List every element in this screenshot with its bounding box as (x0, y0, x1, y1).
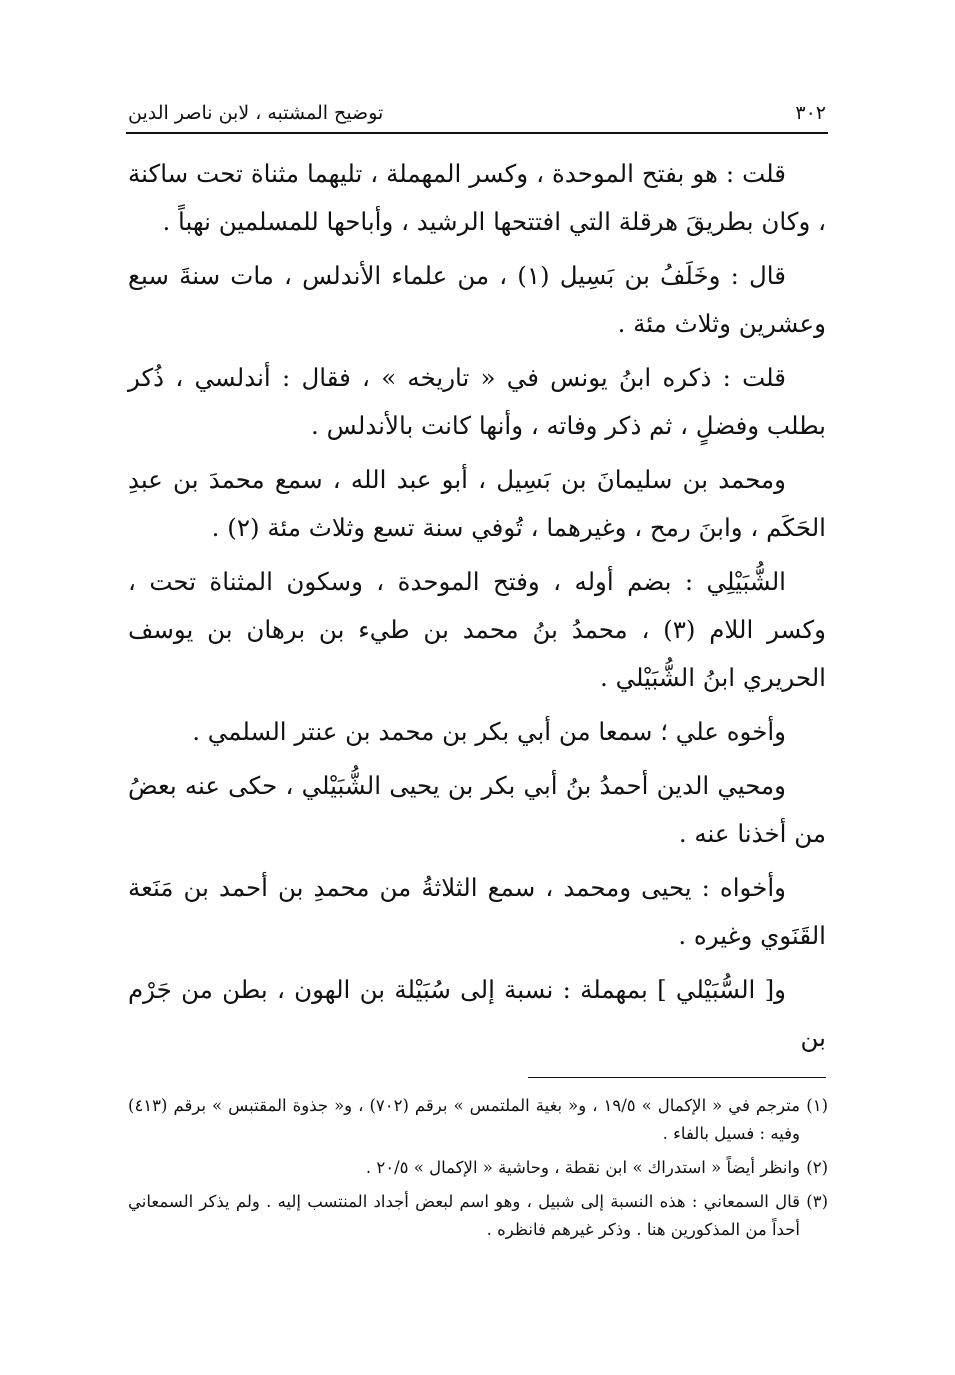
paragraph: وأخوه علي ؛ سمعا من أبي بكر بن محمد بن عنتر السلمي . (192, 717, 786, 746)
page-number: ٣٠٢ (795, 102, 826, 124)
footnote-number: (٢) (806, 1158, 828, 1177)
footnote-text: وانظر أيضاً « استدراك » ابن نقطة ، وحاشية « الإكمال » ٢٠/٥ . (365, 1158, 800, 1177)
paragraph: وأخواه : يحيى ومحمد ، سمع الثلاثةُ من محمدِ بن أحمد بن مَنَعة القَنَوي وغيره . (128, 873, 826, 950)
footnote (128, 1188, 828, 1244)
paragraph: قلت : ذكره ابنُ يونس في « تاريخه » ، فقال : أندلسي ، ذُكر بطلب وفضلٍ ، ثم ذكر وفاته ، وأنها كانت بالأندلس . (128, 363, 826, 440)
paragraph: قال : وخَلَفُ بن بَسِيل (١) ، من علماء الأندلس ، مات سنةَ سبع وعشرين وثلاث مئة . (128, 261, 826, 338)
paragraph: ومحمد بن سليمانَ بن بَسِيل ، أبو عبد الله ، سمع محمدَ بن عبدِ الحَكَم ، وابنَ رمح ، وغيرهما ، تُوفي سنة تسع وثلاث مئة (٢) . (128, 465, 826, 542)
main-text (128, 150, 826, 1068)
paragraph: قلت : هو بفتح الموحدة ، وكسر المهملة ، تليهما مثناة تحت ساكنة ، وكان بطريقَ هرقلة التي افتتحها الرشيد ، وأباحها للمسلمين نهباً . (128, 159, 826, 236)
running-header (128, 84, 826, 124)
paragraph: و[ السُّبَيْلي ] بمهملة : نسبة إلى سُبَيْلة بن الهون ، بطن من جَرْم بن (128, 975, 826, 1052)
footnote-text: مترجم في « الإكمال » ١٩/٥ ، و« بغية الملتمس » برقم (٧٠٢) ، و« جذوة المقتبس » برقم (٤١٣) وفيه : فسيل بالفاء . (128, 1096, 800, 1143)
paragraph: الشُّبَيْلِي : بضم أوله ، وفتح الموحدة ، وسكون المثناة تحت ، وكسر اللام (٣) ، محمدُ بنُ محمد بن طيء بن برهان بن يوسف الحريري ابنُ الشُّبَيْلي . (128, 567, 826, 692)
header-rule (126, 132, 828, 134)
footnote-text: قال السمعاني : هذه النسبة إلى شبيل ، وهو اسم لبعض أجداد المنتسب إليه . ولم يذكر السمعاني أحداً من المذكورين هنا . وذكر غيرهم فانظره . (128, 1192, 800, 1239)
footnote-number: (١) (806, 1096, 828, 1115)
footnote-separator (528, 1077, 826, 1078)
footnote (128, 1154, 828, 1182)
footnote (128, 1092, 828, 1148)
running-title: توضيح المشتبه ، لابن ناصر الدين (128, 102, 384, 124)
footnotes (128, 1092, 828, 1250)
paragraph: ومحيي الدين أحمدُ بنُ أبي بكر بن يحيى الشُّبَيْلي ، حكى عنه بعضُ من أخذنا عنه . (128, 771, 826, 848)
footnote-number: (٣) (806, 1192, 828, 1211)
